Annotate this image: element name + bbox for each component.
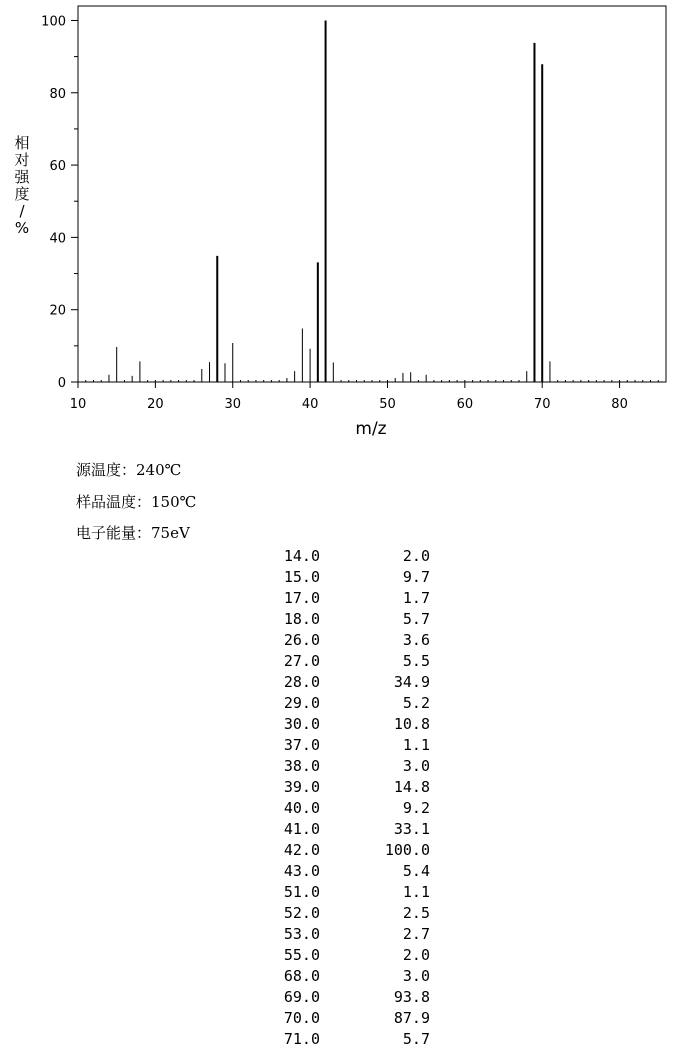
peak-row — [260, 588, 440, 609]
peak-intensity: 3.0 — [402, 757, 430, 775]
peak-intensity: 3.0 — [402, 967, 430, 985]
plot-frame — [78, 6, 666, 382]
peak-mz: 14.0 — [283, 547, 320, 565]
y-tick-label: 40 — [49, 231, 66, 247]
peak-mz: 68.0 — [283, 967, 320, 985]
peak-mz: 52.0 — [283, 904, 320, 922]
peak-mz: 30.0 — [283, 715, 320, 733]
peak-row — [260, 714, 440, 735]
peak-row — [260, 672, 440, 693]
peak-intensity: 1.7 — [402, 589, 430, 607]
peak-row — [260, 546, 440, 567]
peak-intensity: 3.6 — [402, 631, 430, 649]
source-temperature: 源温度：240℃ — [76, 461, 182, 479]
x-tick-label: 30 — [224, 397, 242, 412]
peak-intensity: 14.8 — [393, 778, 430, 796]
peak-mz: 26.0 — [283, 631, 320, 649]
peak-mz: 37.0 — [283, 736, 320, 754]
peak-row — [260, 693, 440, 714]
peak-row — [260, 924, 440, 945]
peak-intensity: 2.0 — [402, 946, 430, 964]
peak-row — [260, 756, 440, 777]
peak-mz: 38.0 — [283, 757, 320, 775]
peak-mz: 39.0 — [283, 778, 320, 796]
peak-mz: 40.0 — [283, 799, 320, 817]
peak-row — [260, 777, 440, 798]
peak-mz: 70.0 — [283, 1009, 320, 1027]
peak-intensity: 100.0 — [384, 841, 430, 859]
peak-row — [260, 1008, 440, 1029]
peak-mz: 17.0 — [283, 589, 320, 607]
peak-intensity: 10.8 — [393, 715, 430, 733]
x-tick-label: 50 — [379, 397, 396, 412]
x-axis-ticks — [70, 382, 628, 412]
peak-intensity: 2.0 — [402, 547, 430, 565]
peak-row — [260, 987, 440, 1008]
peak-row — [260, 819, 440, 840]
peak-row — [260, 735, 440, 756]
peak-row — [260, 903, 440, 924]
peak-intensity: 5.7 — [402, 1030, 430, 1048]
peak-row — [260, 861, 440, 882]
peak-row — [260, 630, 440, 651]
peak-intensity: 34.9 — [393, 673, 430, 691]
mass-spectrum-chart — [0, 0, 680, 450]
peak-intensity: 5.2 — [402, 694, 430, 712]
x-tick-label: 60 — [456, 397, 474, 412]
peak-intensity: 5.5 — [402, 652, 430, 670]
y-axis-label: 相对强度/ % — [14, 134, 30, 237]
y-tick-label: 0 — [57, 376, 66, 391]
peak-row — [260, 945, 440, 966]
peak-intensity: 1.1 — [402, 736, 430, 754]
peak-intensity: 9.7 — [402, 568, 430, 586]
x-tick-label: 20 — [147, 397, 164, 412]
peak-mz: 29.0 — [283, 694, 320, 712]
peak-mz: 41.0 — [283, 820, 320, 838]
peak-mz: 27.0 — [283, 652, 320, 670]
y-tick-label: 60 — [49, 159, 66, 175]
peak-mz: 55.0 — [283, 946, 320, 964]
peak-mz: 43.0 — [283, 862, 320, 880]
peak-row — [260, 798, 440, 819]
y-tick-label: 20 — [49, 303, 66, 319]
peak-mz: 28.0 — [283, 673, 320, 691]
peak-intensity: 5.7 — [402, 610, 430, 628]
peak-mz: 53.0 — [283, 925, 320, 943]
peak-mz: 42.0 — [283, 841, 320, 859]
y-tick-label: 80 — [49, 86, 66, 102]
x-tick-label: 10 — [69, 397, 87, 412]
electron-energy: 电子能量：75eV — [76, 524, 190, 542]
peak-mz: 71.0 — [283, 1030, 320, 1048]
peak-row — [260, 882, 440, 903]
peak-table — [260, 546, 440, 1050]
peak-mz: 18.0 — [283, 610, 320, 628]
peak-mz: 69.0 — [283, 988, 320, 1006]
peak-row — [260, 651, 440, 672]
peak-mz: 51.0 — [283, 883, 320, 901]
x-tick-label: 40 — [301, 397, 319, 412]
x-axis-label: m/z — [355, 419, 387, 439]
peak-row — [260, 1029, 440, 1050]
spectrum-bars — [86, 20, 659, 382]
peak-intensity: 5.4 — [402, 862, 430, 880]
peak-intensity: 1.1 — [402, 883, 430, 901]
peak-row — [260, 966, 440, 987]
x-tick-label: 70 — [533, 397, 551, 412]
peak-row — [260, 840, 440, 861]
peak-row — [260, 609, 440, 630]
peak-intensity: 93.8 — [393, 988, 430, 1006]
y-tick-label: 100 — [41, 14, 66, 30]
y-axis-ticks — [41, 14, 78, 391]
peak-intensity: 2.7 — [402, 925, 430, 943]
x-tick-label: 80 — [611, 397, 628, 412]
peak-intensity: 9.2 — [402, 799, 430, 817]
peak-row — [260, 567, 440, 588]
sample-temperature: 样品温度：150℃ — [76, 493, 197, 511]
peak-intensity: 87.9 — [393, 1009, 430, 1027]
peak-intensity: 33.1 — [393, 820, 430, 838]
peak-intensity: 2.5 — [402, 904, 430, 922]
peak-mz: 15.0 — [283, 568, 320, 586]
